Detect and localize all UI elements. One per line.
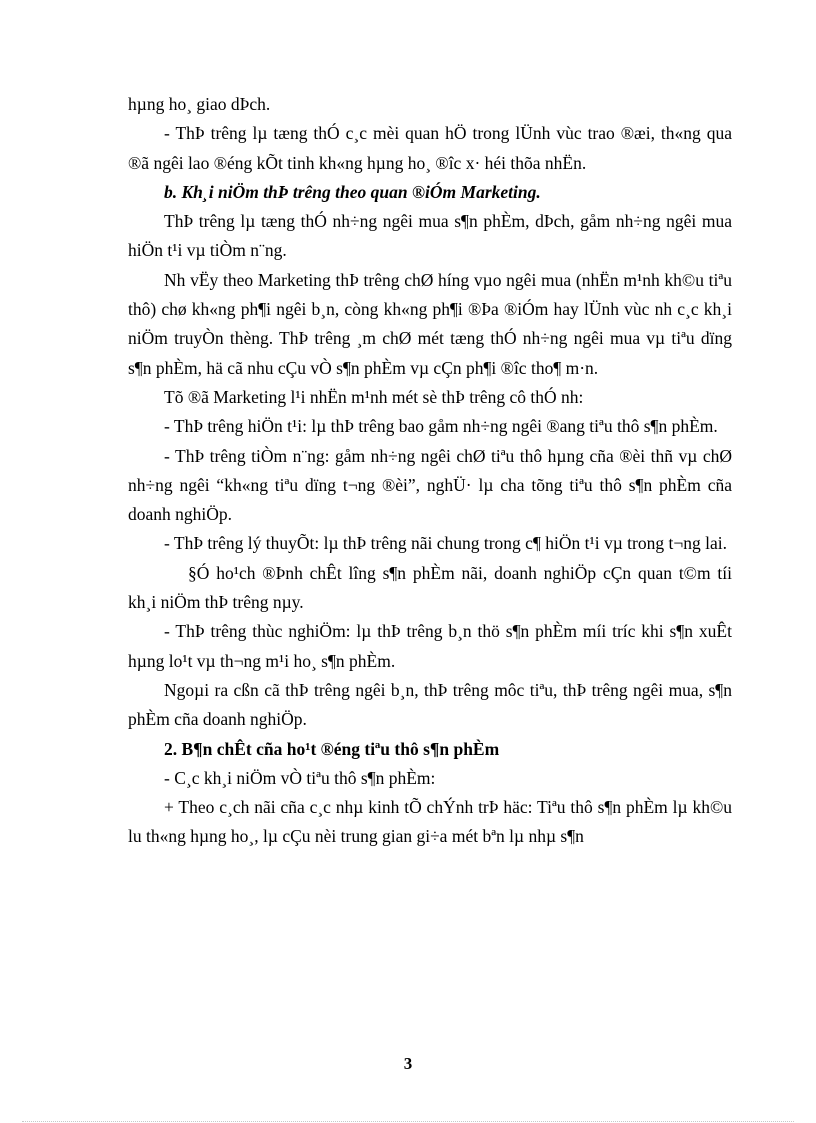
paragraph-economist-definition: + Theo c¸ch nãi cña c¸c nhµ kinh tÕ chÝnh trÞ häc: Tiªu thô s¶n phÈm lµ kh©u lu th«ng hµng ho¸, lµ cÇu nèi trung gian gi÷a mét bªn lµ nhµ s¶n: [128, 797, 732, 847]
paragraph-quality-planning: §Ó ho¹ch ®Þnh chÊt lîng s¶n phÈm nãi, doanh nghiÖp cÇn quan t©m tíi kh¸i niÖm thÞ trêng nµy.: [128, 562, 732, 613]
paragraph-concepts-intro: - C¸c kh¸i niÖm vÒ tiªu thô s¶n phÈm:: [164, 767, 436, 788]
paragraph-marketing-focus: Nh vËy theo Marketing thÞ trêng chØ híng vµo ngêi mua (nhËn m¹nh kh©u tiªu thô) chø kh«ng ph¶i ngêi b¸n, còng kh«ng ph¶i ®Þa ®iÓm hay lÜnh vùc nh c¸c kh¸i niÖm truyÒn thèng. ThÞ trêng ¸m chØ mét tæng thÓ nh÷ng ngêi mua vµ tiªu dïng s¶n phÈm, hä cã nhu cÇu vÒ s¶n phÈm vµ cÇn ph¶i ®îc tho¶ m·n.: [128, 269, 732, 378]
list-item-potential-market: - ThÞ trêng tiÒm n¨ng: gåm nh÷ng ngêi chØ tiªu thô hµng cña ®èi thñ vµ chØ nh÷ng ngêi “kh«ng tiªu dïng t¬ng ®èi”, nghÜ· lµ cha tõng tiªu thô s¶n phÈm cña doanh nghiÖp.: [128, 445, 732, 525]
list-item-theoretical-market: - ThÞ trêng lý thuyÕt: lµ thÞ trêng nãi chung trong c¶ hiÖn t¹i vµ trong t¬ng lai.: [164, 533, 727, 554]
page-number: 3: [403, 1054, 413, 1073]
list-item-current-market: - ThÞ trêng hiÖn t¹i: lµ thÞ trêng bao gåm nh÷ng ngêi ®ang tiªu thô s¶n phÈm.: [164, 416, 718, 437]
body-text: [128, 90, 732, 852]
list-item-experimental-market: - ThÞ trêng thùc nghiÖm: lµ thÞ trêng b¸n thö s¶n phÈm míi tríc khi s¶n xuÊt hµng lo¹t vµ th¬ng m¹i ho¸ s¶n phÈm.: [128, 621, 732, 671]
section-heading-2: 2. B¶n chÊt cña ho¹t ®éng tiªu thô s¶n phÈm: [164, 738, 500, 759]
paragraph-market-relations: - ThÞ trêng lµ tæng thÓ c¸c mèi quan hÖ trong lÜnh vùc trao ®æi, th«ng qua ®ã ngêi lao ®éng kÕt tinh kh«ng hµng ho¸ ®îc x· héi thõa nhËn.: [128, 123, 732, 173]
section-heading-b: b. Kh¸i niÖm thÞ trêng theo quan ®iÓm Marketing.: [164, 181, 541, 202]
paragraph-market-types-intro: Tõ ®ã Marketing l¹i nhËn m¹nh mét sè thÞ trêng cô thÓ nh:: [164, 386, 584, 407]
paragraph-market-buyers: ThÞ trêng lµ tæng thÓ nh÷ng ngêi mua s¶n phÈm, dÞch, gåm nh÷ng ngêi mua hiÖn t¹i vµ tiÒm n¨ng.: [128, 211, 732, 261]
paragraph-other-markets: Ngoµi ra cßn cã thÞ trêng ngêi b¸n, thÞ trêng môc tiªu, thÞ trêng ngêi mua, s¶n phÈm cña doanh nghiÖp.: [128, 679, 732, 730]
page-bottom-rule: [22, 1121, 794, 1122]
paragraph-continuation: hµng ho¸ giao dÞch.: [128, 94, 271, 114]
